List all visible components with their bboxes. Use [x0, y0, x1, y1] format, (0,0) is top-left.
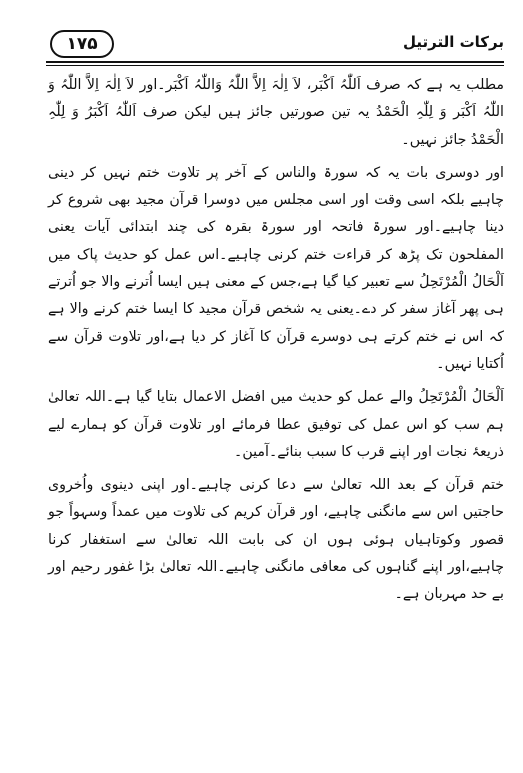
book-title: برکات الترتیل — [403, 33, 504, 51]
paragraph-4: ختم قرآن کے بعد اللہ تعالیٰ سے دعا کرنی چاہیے۔اور اپنی دینوی واُخروی حاجتیں اس سے مانگنی چاہیے، اور قرآن کریم کی تلاوت میں عمداً وسہواً جو قصور وکوتاہیاں ہوئی ہوں ان کی بابت اللہ تعالیٰ سے استغفار کرنا چاہیے،اور اپنے گناہوں کی معافی مانگنی چاہیے۔اللہ تعالیٰ بڑا غفور رحیم اور بے حد مہربان ہے۔ — [48, 477, 504, 603]
body-text — [48, 72, 504, 615]
paragraph-3: اَلْحَالُ الْمُرْتَحِلُ والے عمل کو حدیث میں افضل الاعمال بتایا گیا ہے۔اللہ تعالیٰ ہم سب کو اس عمل کی توفیق عطا فرمائے اور تلاوت قرآن کو ہمارے لیے ذریعۂ نجات اور اپنے قرب کا سبب بنائے۔آمین۔ — [48, 389, 504, 460]
page-number: ۱۷۵ — [50, 30, 114, 58]
header-rule — [46, 61, 504, 63]
page-header — [42, 30, 504, 70]
header-rule-thin — [46, 65, 504, 66]
paragraph-2: اور دوسری بات یہ کہ سورۃ والناس کے آخر پر تلاوت ختم نہیں کر دینی چاہیے بلکہ اسی وقت اور اسی مجلس میں دوسرا قرآن مجید بھی شروع کر دینا چاہیے۔اور سورۃ فاتحہ اور سورۃ بقرہ کی چند ابتدائی آیات یعنی المفلحون تک پڑھ کر قراءت ختم کرنی چاہیے۔اس عمل کو حدیث پاک میں اَلْحَالُ الْمُرْتَحِلُ سے تعبیر کیا گیا ہے،جس کے معنی ہیں ایسا اُترنے والا جو اُترتے ہی پھر آغاز سفر کر دے۔یعنی یہ شخص قرآن مجید کا ایسا ختم کرنے والا ہے کہ اس نے ختم کرتے ہی دوسرے قرآن کا آغاز کر دیا ہے،اور تلاوت قرآن سے اُکتایا نہیں۔ — [48, 164, 504, 372]
paragraph-1: مطلب یہ ہے کہ صرف اَللّٰہُ اَکْبَر، لاَ اِلٰہَ اِلاَّ اللّٰہُ وَاللّٰہُ اَکْبَر۔اور لاَ اِلٰہَ اِلاَّ اللّٰہُ وَ اللّٰہُ اَکْبَر وَ لِلّٰہِ الْحَمْدُ یہ تین صورتیں جائز ہیں لیکن صرف اَللّٰہُ اَکْبَرُ وَ لِلّٰہِ الْحَمْدُ جائز نہیں۔ — [48, 77, 504, 148]
